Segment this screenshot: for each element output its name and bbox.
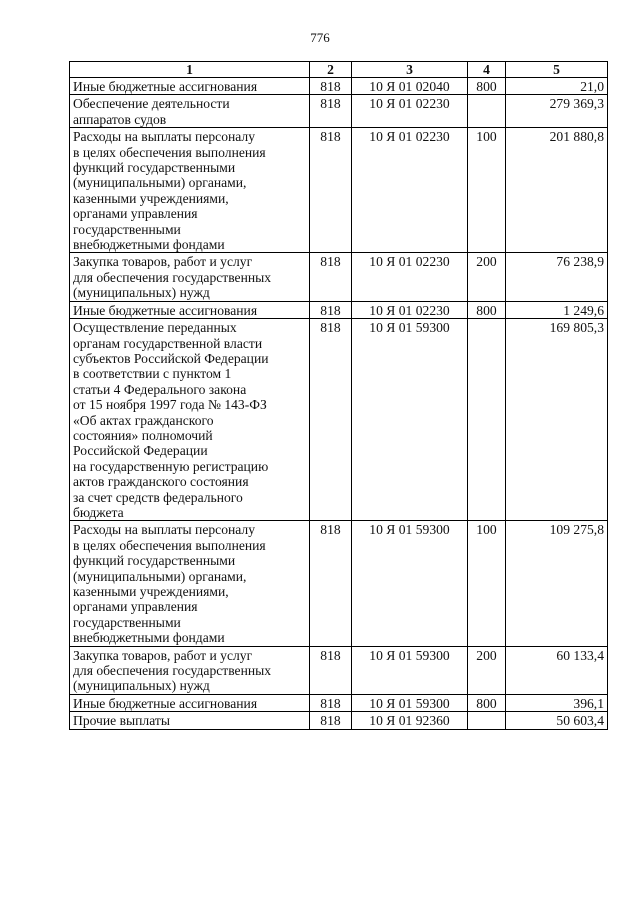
table-row: [70, 78, 608, 95]
row-amount-cell: 396,1: [506, 694, 608, 711]
row-classification-cell: 10 Я 01 59300: [352, 694, 468, 711]
row-amount-cell: 279 369,3: [506, 95, 608, 128]
table-row: [70, 319, 608, 521]
budget-table: [69, 61, 608, 730]
column-header-4: 4: [468, 62, 506, 78]
row-classification-cell: 10 Я 01 02230: [352, 301, 468, 318]
row-classification-cell: 10 Я 01 02040: [352, 78, 468, 95]
row-name-cell: Прочие выплаты: [70, 712, 310, 729]
column-header-5: 5: [506, 62, 608, 78]
table-row: [70, 694, 608, 711]
row-amount-cell: 76 238,9: [506, 253, 608, 301]
row-type-cell: 800: [468, 78, 506, 95]
row-amount-cell: 21,0: [506, 78, 608, 95]
row-type-cell: 200: [468, 646, 506, 694]
page-number: 776: [310, 30, 330, 45]
row-amount-cell: 169 805,3: [506, 319, 608, 521]
row-classification-cell: 10 Я 01 59300: [352, 319, 468, 521]
row-name-cell: Обеспечение деятельности аппаратов судов: [70, 95, 310, 128]
row-code-cell: 818: [310, 253, 352, 301]
row-amount-cell: 201 880,8: [506, 128, 608, 253]
row-code-cell: 818: [310, 646, 352, 694]
row-type-cell: 100: [468, 521, 506, 646]
row-type-cell: 200: [468, 253, 506, 301]
row-type-cell: [468, 95, 506, 128]
table-row: [70, 95, 608, 128]
row-amount-cell: 60 133,4: [506, 646, 608, 694]
row-classification-cell: 10 Я 01 02230: [352, 253, 468, 301]
row-amount-cell: 1 249,6: [506, 301, 608, 318]
table-row: [70, 646, 608, 694]
row-code-cell: 818: [310, 95, 352, 128]
column-header-1: 1: [70, 62, 310, 78]
row-name-cell: Иные бюджетные ассигнования: [70, 694, 310, 711]
row-amount-cell: 50 603,4: [506, 712, 608, 729]
table-row: [70, 712, 608, 729]
row-classification-cell: 10 Я 01 02230: [352, 95, 468, 128]
table-row: [70, 521, 608, 646]
row-name-cell: Расходы на выплаты персоналу в целях обеспечения выполнения функций государственными (муниципальными) органами, казенными учреждениями, органами управления государственными внебюджетными фондами: [70, 128, 310, 253]
row-type-cell: [468, 712, 506, 729]
row-code-cell: 818: [310, 712, 352, 729]
row-classification-cell: 10 Я 01 92360: [352, 712, 468, 729]
row-name-cell: Закупка товаров, работ и услуг для обеспечения государственных (муниципальных) нужд: [70, 253, 310, 301]
row-classification-cell: 10 Я 01 02230: [352, 128, 468, 253]
column-header-2: 2: [310, 62, 352, 78]
row-code-cell: 818: [310, 128, 352, 253]
row-code-cell: 818: [310, 694, 352, 711]
row-name-cell: Иные бюджетные ассигнования: [70, 78, 310, 95]
table-header-row: [70, 62, 608, 78]
row-name-cell: Закупка товаров, работ и услуг для обеспечения государственных (муниципальных) нужд: [70, 646, 310, 694]
table-row: [70, 253, 608, 301]
row-code-cell: 818: [310, 78, 352, 95]
row-classification-cell: 10 Я 01 59300: [352, 646, 468, 694]
row-name-cell: Расходы на выплаты персоналу в целях обеспечения выполнения функций государственными (муниципальными) органами, казенными учреждениями, органами управления государственными внебюджетными фондами: [70, 521, 310, 646]
row-amount-cell: 109 275,8: [506, 521, 608, 646]
table-row: [70, 128, 608, 253]
row-type-cell: [468, 319, 506, 521]
row-code-cell: 818: [310, 301, 352, 318]
row-code-cell: 818: [310, 521, 352, 646]
row-type-cell: 100: [468, 128, 506, 253]
table-body: [70, 78, 608, 730]
row-type-cell: 800: [468, 301, 506, 318]
column-header-3: 3: [352, 62, 468, 78]
row-name-cell: Осуществление переданных органам государственной власти субъектов Российской Федерации в соответствии с пунктом 1 статьи 4 Федерального закона от 15 ноября 1997 года № 143-ФЗ «Об актах гражданского состояния» полномочий Российской Федерации на государственную регистрацию актов гражданского состояния за счет средств федерального бюджета: [70, 319, 310, 521]
row-type-cell: 800: [468, 694, 506, 711]
row-classification-cell: 10 Я 01 59300: [352, 521, 468, 646]
row-code-cell: 818: [310, 319, 352, 521]
row-name-cell: Иные бюджетные ассигнования: [70, 301, 310, 318]
table-row: [70, 301, 608, 318]
